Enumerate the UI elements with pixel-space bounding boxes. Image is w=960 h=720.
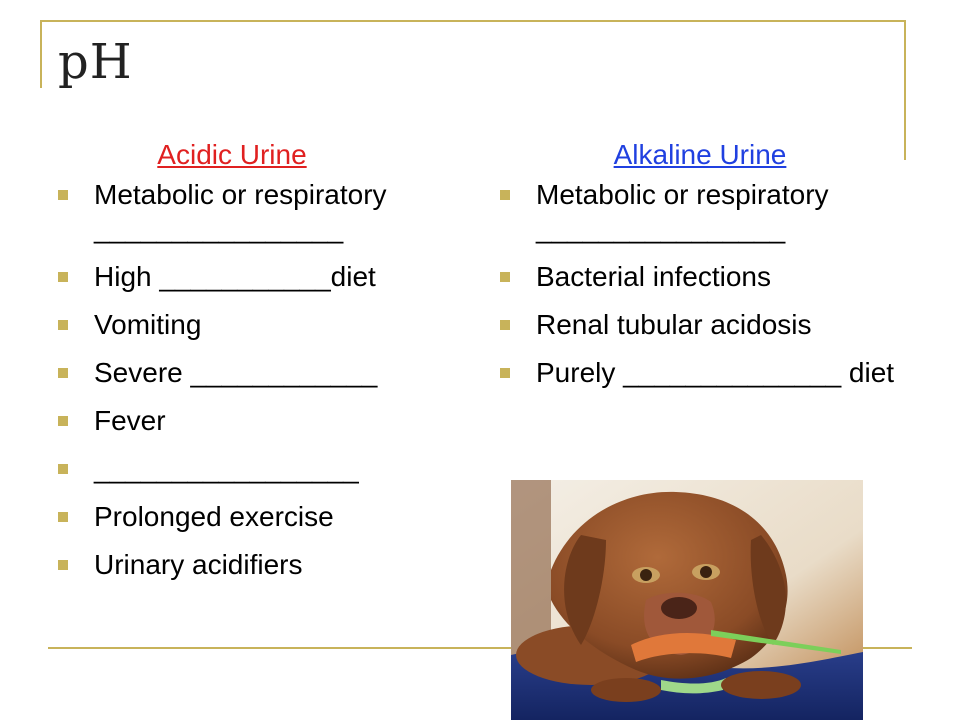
square-bullet-icon (500, 320, 510, 330)
dog-photo (511, 480, 863, 720)
list-item (500, 356, 900, 390)
list-item-text: Bacterial infections (536, 261, 772, 292)
list-item (500, 308, 900, 342)
acidic-column (58, 138, 458, 596)
list-item-text: Metabolic or respiratory ________________ (536, 179, 829, 244)
list-item-text: Fever (94, 405, 166, 436)
square-bullet-icon (58, 190, 68, 200)
frame-top-line (40, 20, 906, 22)
acidic-list (58, 178, 458, 582)
list-item (500, 178, 900, 246)
alkaline-column (500, 138, 900, 404)
slide-title: pH (58, 34, 133, 90)
list-item-text: Severe ____________ (94, 357, 378, 388)
square-bullet-icon (500, 272, 510, 282)
list-item (500, 260, 900, 294)
square-bullet-icon (58, 560, 68, 570)
list-item-text: High ___________diet (94, 261, 376, 292)
square-bullet-icon (58, 320, 68, 330)
square-bullet-icon (58, 464, 68, 474)
list-item-text: Urinary acidifiers (94, 549, 303, 580)
list-item (58, 356, 458, 390)
square-bullet-icon (500, 368, 510, 378)
list-item (58, 404, 458, 438)
list-item (58, 452, 458, 486)
list-item (58, 500, 458, 534)
list-item (58, 260, 458, 294)
square-bullet-icon (58, 416, 68, 426)
list-item (58, 178, 458, 246)
list-item-text: Vomiting (94, 309, 202, 340)
list-item-text: _________________ (94, 453, 359, 484)
list-item-text: Renal tubular acidosis (536, 309, 812, 340)
square-bullet-icon (58, 272, 68, 282)
list-item-text: Prolonged exercise (94, 501, 334, 532)
square-bullet-icon (58, 512, 68, 522)
square-bullet-icon (58, 368, 68, 378)
alkaline-heading: Alkaline Urine (613, 139, 787, 170)
list-item-text: Metabolic or respiratory ________________ (94, 179, 387, 244)
list-item (58, 548, 458, 582)
acidic-heading: Acidic Urine (157, 139, 307, 170)
frame-right-line (904, 20, 906, 160)
list-item-text: Purely ______________ diet (536, 357, 895, 388)
alkaline-list (500, 178, 900, 390)
square-bullet-icon (500, 190, 510, 200)
list-item (58, 308, 458, 342)
frame-left-line (40, 20, 42, 88)
